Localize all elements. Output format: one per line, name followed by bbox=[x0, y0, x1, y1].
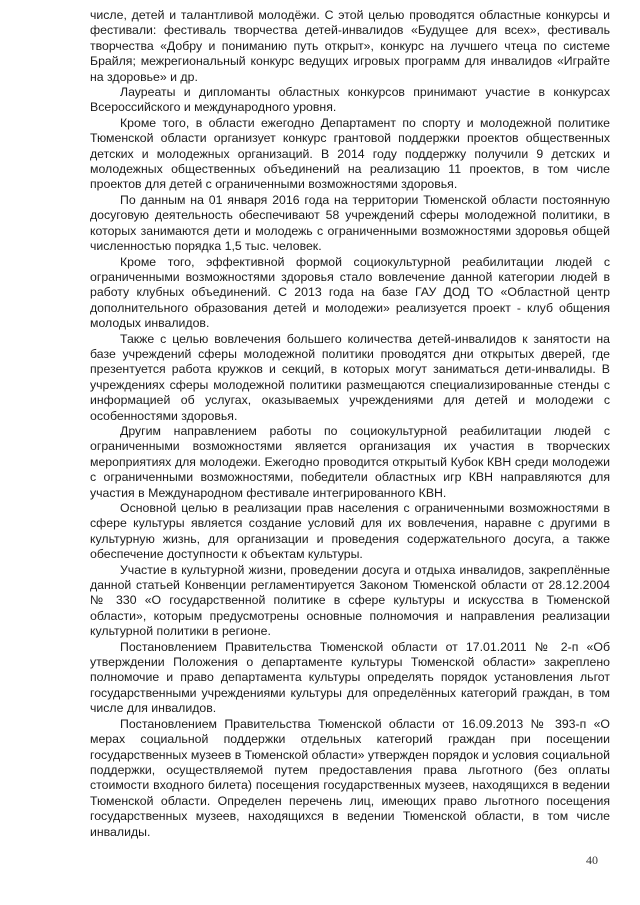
paragraph-resolution-2011: Постановлением Правительства Тюменской области от 17.01.2011 № 2-п «Об утверждении Положения о департаменте культуры Тюменской области» закреплено полномочие и право департамента культуры определять порядок установления льгот государственными учреждениями культуры для определённых категорий граждан, в том числе для инвалидов. bbox=[90, 639, 610, 716]
paragraph-culture-goal: Основной целью в реализации прав населения с ограниченными возможностями в сфере культуры является создание условий для их вовлечения, наравне с другими в культурную жизнь, для организации и проведения содержательного досуга, а также обеспечение доступности к объектам культуры. bbox=[90, 501, 610, 562]
paragraph-laureates: Лауреаты и дипломанты областных конкурсов принимают участие в конкурсах Всероссийского и международного уровня. bbox=[90, 85, 610, 115]
paragraph-culture-law: Участие в культурной жизни, проведении досуга и отдыха инвалидов, закреплённые данной статьей Конвенции регламентируется Законом Тюменской области от 28.12.2004 № 330 «О государственной политике в сфере культуры и искусства в Тюменской области», которым предусмотрены основные полномочия и направления реализации культурной политики в регионе. bbox=[90, 562, 610, 639]
paragraph-grant-support: Кроме того, в области ежегодно Департамент по спорту и молодежной политике Тюменской области организует конкурс грантовой поддержки проектов общественных детских и молодежных организаций. В 2014 году поддержку получили 9 детских и молодежных общественных объединений на реализацию 11 проектов, в том числе проектов для детей с ограниченными возможностями здоровья. bbox=[90, 115, 610, 192]
paragraph-contests: числе, детей и талантливой молодёжи. С этой целью проводятся областные конкурсы и фестивали: фестиваль творчества детей-инвалидов «Будущее для всех», фестиваль творчества «Добру и пониманию путь открыт», конкурс на лучшего чтеца по системе Брайля; межрегиональный конкурс ведущих игровых программ для инвалидов «Играйте на здоровье» и др. bbox=[90, 8, 610, 84]
page-number: 40 bbox=[586, 853, 598, 867]
paragraph-kvn-cup: Другим направлением работы по социокультурной реабилитации людей с ограниченными возможностями является организация их участия в творческих мероприятиях для молодежи. Ежегодно проводится открытый Кубок КВН среди молодежи с ограниченными возможностями, победители областных игр КВН направляются для участия в Международном фестивале интегрированного КВН. bbox=[90, 423, 610, 500]
paragraph-open-days: Также с целью вовлечения большего количества детей-инвалидов к занятости на базе учреждений сферы молодежной политики проводятся дни открытых дверей, где презентуется работа кружков и секций, в которых могут заниматься дети-инвалиды. В учреждениях сферы молодежной политики размещаются специализированные стенды с информацией об услугах, оказываемых учреждениями для детей и молодежи с особенностями здоровья. bbox=[90, 331, 610, 423]
paragraph-statistics: По данным на 01 января 2016 года на территории Тюменской области постоянную досуговую деятельность обеспечивают 58 учреждений сферы молодежной политики, в которых занимаются дети и молодежь с ограниченными возможностями здоровья общей численностью порядка 1,5 тыс. человек. bbox=[90, 192, 610, 254]
paragraph-club-associations: Кроме того, эффективной формой социокультурной реабилитации людей с ограниченными возможностями здоровья стало вовлечение данной категории людей в работу клубных объединений. С 2013 года на базе ГАУ ДОД ТО «Областной центр дополнительного образования детей и молодежи» реализуется проект - клуб общения молодых инвалидов. bbox=[90, 254, 610, 331]
document-body bbox=[90, 8, 610, 840]
paragraph-resolution-2013: Постановлением Правительства Тюменской области от 16.09.2013 № 393-п «О мерах социальной поддержки отдельных категорий граждан при посещении государственных музеев в Тюменской области» утвержден порядок и условия социальной поддержки, осуществляемой путем предоставления права льготного (без оплаты стоимости входного билета) посещения государственных музеев, находящихся в ведении Тюменской области. Определен перечень лиц, имеющих право льготного посещения государственных музеев, находящихся в ведении Тюменской области, в том числе инвалиды. bbox=[90, 716, 610, 839]
